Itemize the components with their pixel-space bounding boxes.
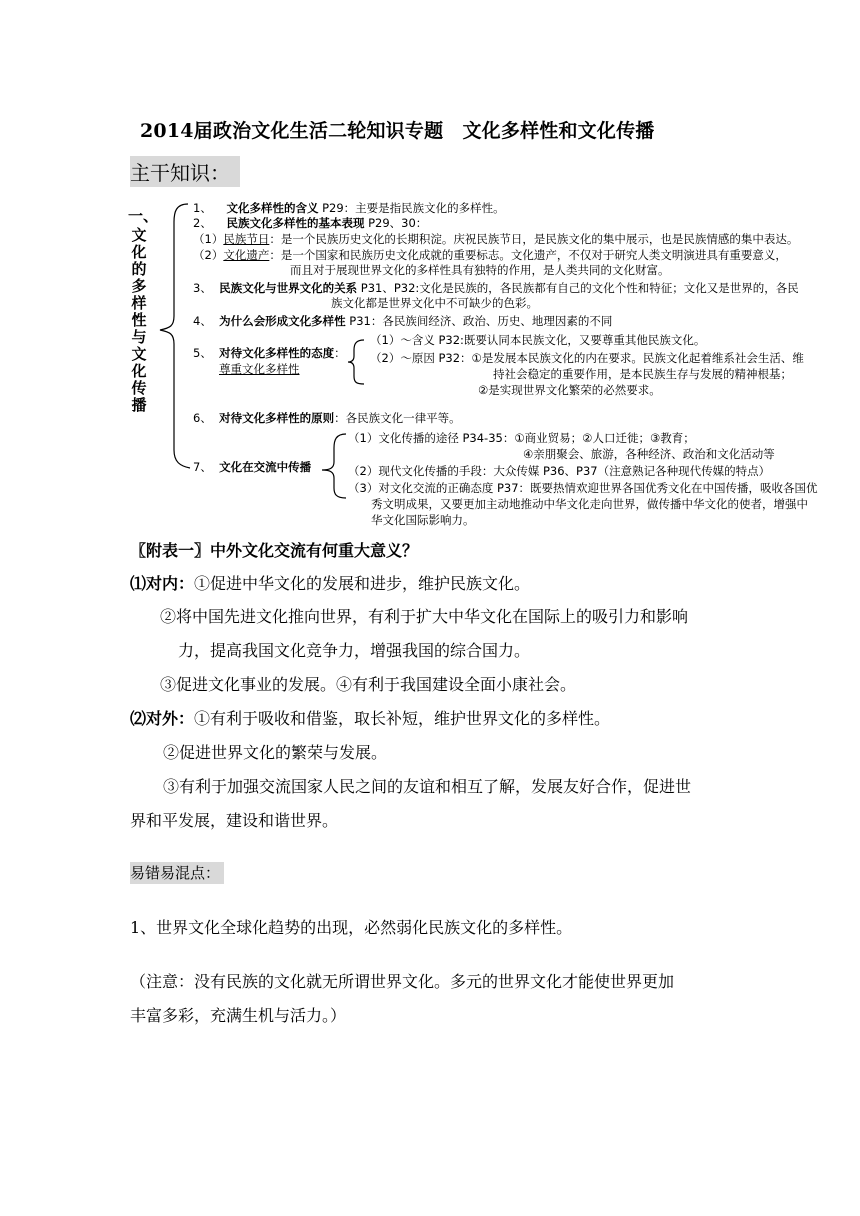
diagram-item-2b-line2: 而且对于展现世界文化的多样性具有独特的作用，是人类共同的文化财富。 <box>290 263 670 277</box>
pitfall-note-line1: （注意：没有民族的文化就无所谓世界文化。多元的世界文化才能使世界更加 <box>130 972 675 991</box>
diagram-item-3: 3、 民族文化与世界文化的关系 P31、P32:文化是民族的，各民族都有自己的文化个性和特征；文化又是世界的，各民 <box>193 281 799 295</box>
diagram-item-7c-line3: 华文化国际影响力。 <box>371 513 475 527</box>
diagram-item-6: 6、 对待文化多样性的原则：各民族文化一律平等。 <box>193 411 461 425</box>
diagram-item-5b-line2: 持社会稳定的重要作用，是本民族生存与发展的精神根基； <box>493 367 792 381</box>
diagram-item-2a: （1）民族节日：是一个民族历史文化的长期积淀。庆祝民族节日，是民族文化的集中展示，也是民族情感的集中表达。 <box>193 232 799 246</box>
page-title: 2014届政治文化生活二轮知识专题 文化多样性和文化传播 <box>140 120 655 142</box>
diagram-item-5b: （2）～原因 P32：①是发展本民族文化的内在要求。民族文化起着维系社会生活、维 <box>370 351 804 365</box>
bracket-attitude <box>348 340 364 384</box>
pitfall-note-line2: 丰富多彩，充满生机与活力。） <box>130 1006 347 1025</box>
appendix-external-3b: 界和平发展，建设和谐世界。 <box>130 811 339 830</box>
diagram-item-4: 4、 为什么会形成文化多样性 P31：各民族间经济、政治、历史、地理因素的不同 <box>193 314 613 328</box>
diagram-item-3-line2: 族文化都是世界文化中不可缺少的色彩。 <box>331 296 538 310</box>
appendix-internal-2: ②将中国先进文化推向世界，有利于扩大中华文化在国际上的吸引力和影响 <box>160 607 689 626</box>
diagram-item-7b: （2）现代文化传播的手段：大众传媒 P36、P37（注意熟记各种现代传媒的特点） <box>348 464 771 478</box>
appendix-external-2: ②促进世界文化的繁荣与发展。 <box>163 743 388 762</box>
diagram-section-title: 一、 文 化 的 多 样 性 与 文 化 传 播 <box>128 207 159 414</box>
section-number: 一、 <box>128 207 159 225</box>
diagram-item-5a: （1）～含义 P32:既要认同本民族文化，又要尊重其他民族文化。 <box>370 333 706 347</box>
diagram-item-7: 7、 文化在交流中传播 <box>193 460 312 474</box>
pitfall-item-1: 1、世界文化全球化趋势的出现，必然弱化民族文化的多样性。 <box>130 918 573 937</box>
pitfalls-heading: 易错易混点： <box>130 862 224 884</box>
appendix-internal-2b: 力，提高我国文化竞争力，增强我国的综合国力。 <box>178 641 531 660</box>
main-bracket <box>160 204 190 468</box>
appendix-external-3: ③有利于加强交流国家人民之间的友谊和相互了解，发展友好合作，促进世 <box>163 777 692 796</box>
diagram-item-7c-line2: 秀文明成果，又要更加主动地推动中华文化走向世界，做传播中华文化的使者，增强中 <box>371 497 808 511</box>
main-knowledge-heading: 主干知识： <box>130 156 240 187</box>
appendix-internal-3: ③促进文化事业的发展。④有利于我国建设全面小康社会。 <box>160 675 577 694</box>
diagram-item-5b-line3: ②是实现世界文化繁荣的必然要求。 <box>478 383 661 397</box>
diagram-item-7a-line2: ④亲朋聚会、旅游，各种经济、政治和文化活动等 <box>523 447 775 461</box>
bracket-spread <box>322 434 346 498</box>
diagram-item-7c: （3）对文化交流的正确态度 P37：既要热情欢迎世界各国优秀文化在中国传播，吸收各国优 <box>348 481 818 495</box>
appendix-internal-1: ⑴对内：①促进中华文化的发展和进步，维护民族文化。 <box>130 574 531 593</box>
appendix-heading: 〖附表一〗中外文化交流有何重大意义？ <box>130 541 419 560</box>
appendix-external-1: ⑵对外：①有利于吸收和借鉴，取长补短，维护世界文化的多样性。 <box>130 709 611 728</box>
diagram-item-7a: （1）文化传播的途径 P34-35：①商业贸易；②人口迁徙；③教育； <box>348 431 695 445</box>
diagram-item-2: 2、 民族文化多样性的基本表现 P29、30： <box>193 216 428 230</box>
internal-label: ⑴对内： <box>130 574 195 593</box>
diagram-item-1: 1、 文化多样性的含义 P29：主要是指民族文化的多样性。 <box>193 201 505 215</box>
diagram-item-2b: （2）文化遗产：是一个国家和民族历史文化成就的重要标志。文化遗产，不仅对于研究人类文明演进具有重要意义， <box>193 248 787 262</box>
diagram-item-5: 5、 对待文化多样性的态度： <box>193 346 346 360</box>
diagram-item-5-sub: 尊重文化多样性 <box>219 362 300 376</box>
external-label: ⑵对外： <box>130 709 195 728</box>
